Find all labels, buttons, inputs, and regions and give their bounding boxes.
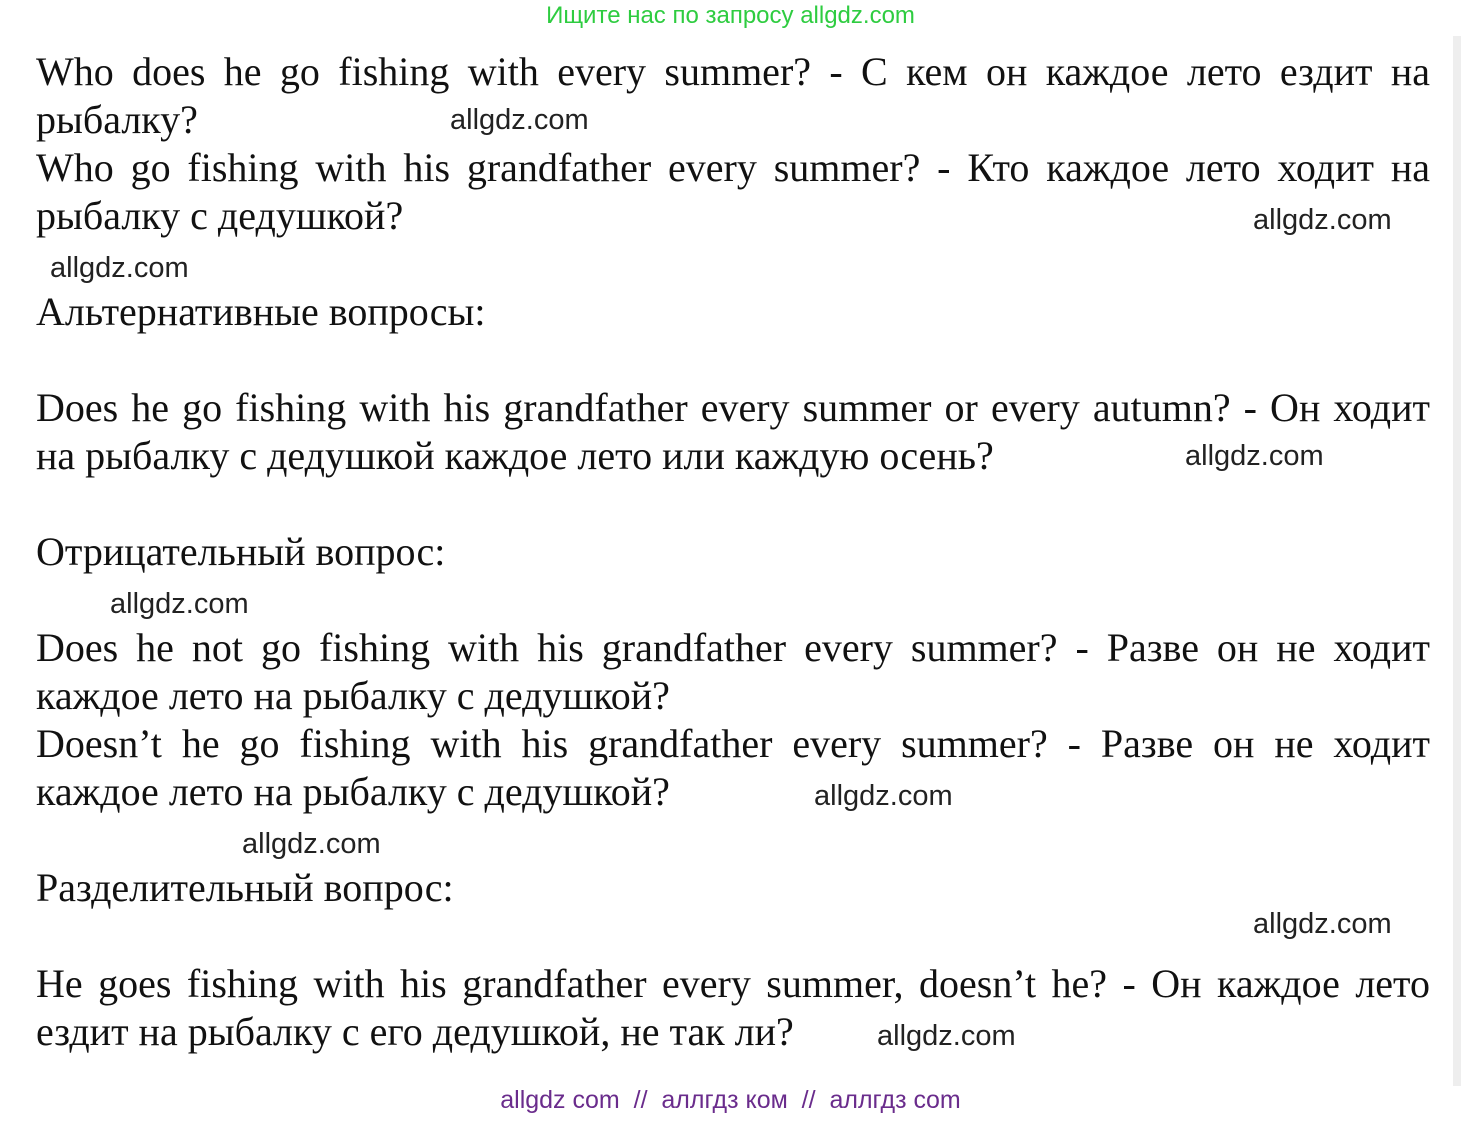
top-banner: Ищите нас по запросу allgdz.com (546, 2, 915, 29)
spacer (36, 240, 1430, 288)
heading-negative-question: Отрицательный вопрос: (36, 529, 446, 574)
paragraph-negative-question-1: Does he not go fishing with his grandfather every summer? - Разве он не ходит каждое лето на рыбалку с дедушкой? (36, 625, 1430, 718)
watermark: allgdz.com (50, 252, 189, 284)
document-body (36, 48, 1430, 1056)
heading-alternative-questions: Альтернативные вопросы: (36, 289, 486, 334)
page-edge (1453, 36, 1461, 1086)
paragraph-tag-question: He goes fishing with his grandfather every summer, doesn’t he? - Он каждое лето ездит на рыбалку с его дедушкой, не так ли? (36, 961, 1430, 1054)
watermark: allgdz.com (1185, 440, 1324, 472)
watermark: allgdz.com (110, 588, 249, 620)
watermark: allgdz.com (814, 780, 953, 812)
paragraph-special-question-2: Who go fishing with his grandfather every summer? - Кто каждое лето ходит на рыбалку с дедушкой? (36, 145, 1430, 238)
paragraph-alternative-question: Does he go fishing with his grandfather every summer or every autumn? - Он ходит на рыбалку с дедушкой каждое лето или каждую осень? (36, 385, 1430, 478)
spacer (36, 912, 1430, 960)
paragraph-special-question-1: Who does he go fishing with every summer? - С кем он каждое лето ездит на рыбалку? (36, 49, 1430, 142)
watermark: allgdz.com (450, 104, 589, 136)
watermark: allgdz.com (1253, 908, 1392, 940)
watermark: allgdz.com (877, 1020, 1016, 1052)
watermark: allgdz.com (242, 828, 381, 860)
watermark: allgdz.com (1253, 204, 1392, 236)
spacer (36, 480, 1430, 528)
paragraph-negative-question-2: Doesn’t he go fishing with his grandfather every summer? - Разве он не ходит каждое лето на рыбалку с дедушкой? (36, 721, 1430, 814)
spacer (36, 336, 1430, 384)
footer-banner: allgdz com // аллгдз ком // аллгдз com (500, 1086, 961, 1114)
heading-tag-question: Разделительный вопрос: (36, 865, 454, 910)
